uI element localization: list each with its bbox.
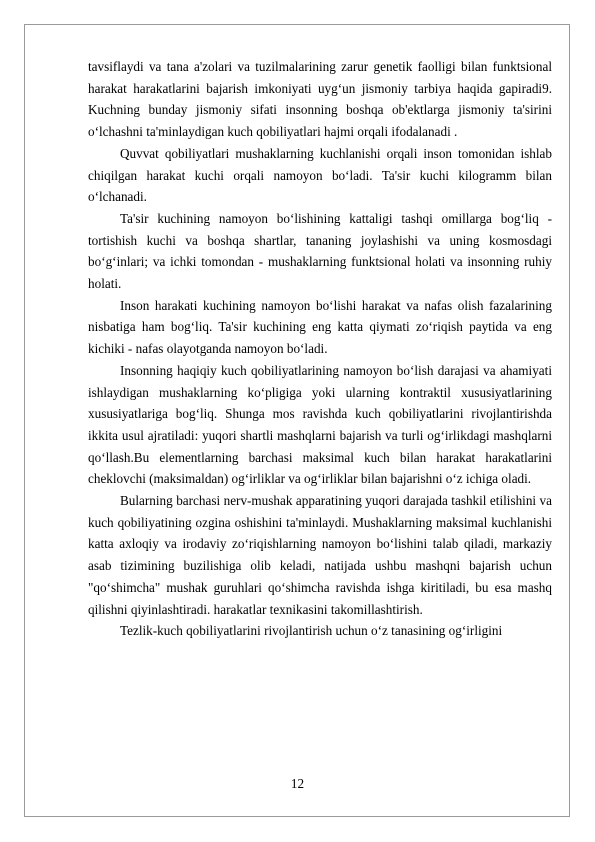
paragraph-1: tavsiflaydi va tana a'zolari va tuzilmalarining zarur genetik faolligi bilan funktsional harakat harakatlarini bajarish imkoniyati uyg‘un jismoniy tarbiya haqida gapiradi9. Kuchning bunday jismoniy sifati insonning boshqa ob'ektlarga jismoniy ta'sirini o‘lchashni ta'minlaydigan kuch qobiliyatlari hajmi orqali ifodalanadi . <box>88 59 552 140</box>
paragraph-2: Quvvat qobiliyatlari mushaklarning kuchlanishi orqali inson tomonidan ishlab chiqilgan harakat kuchi orqali namoyon bo‘ladi. Ta'sir kuchi kilogramm bilan o‘lchanadi. <box>88 145 552 205</box>
paragraph-7: Tezlik-kuch qobiliyatlarini rivojlantirish uchun o‘z tanasining og‘irligini <box>120 623 503 639</box>
paragraph-5: Insonning haqiqiy kuch qobiliyatlarining namoyon bo‘lish darajasi va ahamiyati ishlaydigan mushaklarning ko‘pligiga yoki ularning kontraktil xususiyatlarining xususiyatlariga bog‘liq. Shunga mos ravishda kuch qobiliyatlarini rivojlantirishda ikkita usul ajratiladi: yuqori shartli mashqlarni bajarish va turli og‘irlikdagi mashqlarni qo‘llash.Bu elementlarning barchasi maksimal kuch bilan harakat harakatlarini cheklovchi (maksimaldan) og‘irliklar va og‘irliklar bilan bajarishni o‘z ichiga oladi. <box>88 362 552 487</box>
page-number: 12 <box>290 776 305 791</box>
paragraph-3: Ta'sir kuchining namoyon bo‘lishining kattaligi tashqi omillarga bog‘liq - tortishish kuchi va boshqa shartlar, tananing joylashishi va uning kosmosdagi bo‘g‘inlari; va ichki tomondan - mushaklarning funktsional holati va insonning ruhiy holati. <box>88 210 552 292</box>
document-body <box>88 56 552 642</box>
paragraph-6: Bularning barchasi nerv-mushak apparatining yuqori darajada tashkil etilishini va kuch qobiliyatining ozgina oshishini ta'minlaydi. Mushaklarning maksimal kuchlanishi katta axloqiy va irodaviy zo‘riqishlarning namoyon bo‘lishini talab qiladi, markaziy asab tizimining buzilishiga olib keladi, natijada ushbu mashqni bajarish uchun "qo‘shimcha" mushak guruhlari qo‘shimcha ravishda ishga kiritiladi, bu esa mashq qilishni qiyinlashtiradi. harakatlar texnikasini takomillashtirish. <box>88 493 552 617</box>
paragraph-4: Inson harakati kuchining namoyon bo‘lishi harakat va nafas olish fazalarining nisbatiga ham bog‘liq. Ta'sir kuchining eng katta qiymati zo‘riqish paytida va eng kichiki - nafas olayotganda namoyon bo‘ladi. <box>88 297 552 357</box>
